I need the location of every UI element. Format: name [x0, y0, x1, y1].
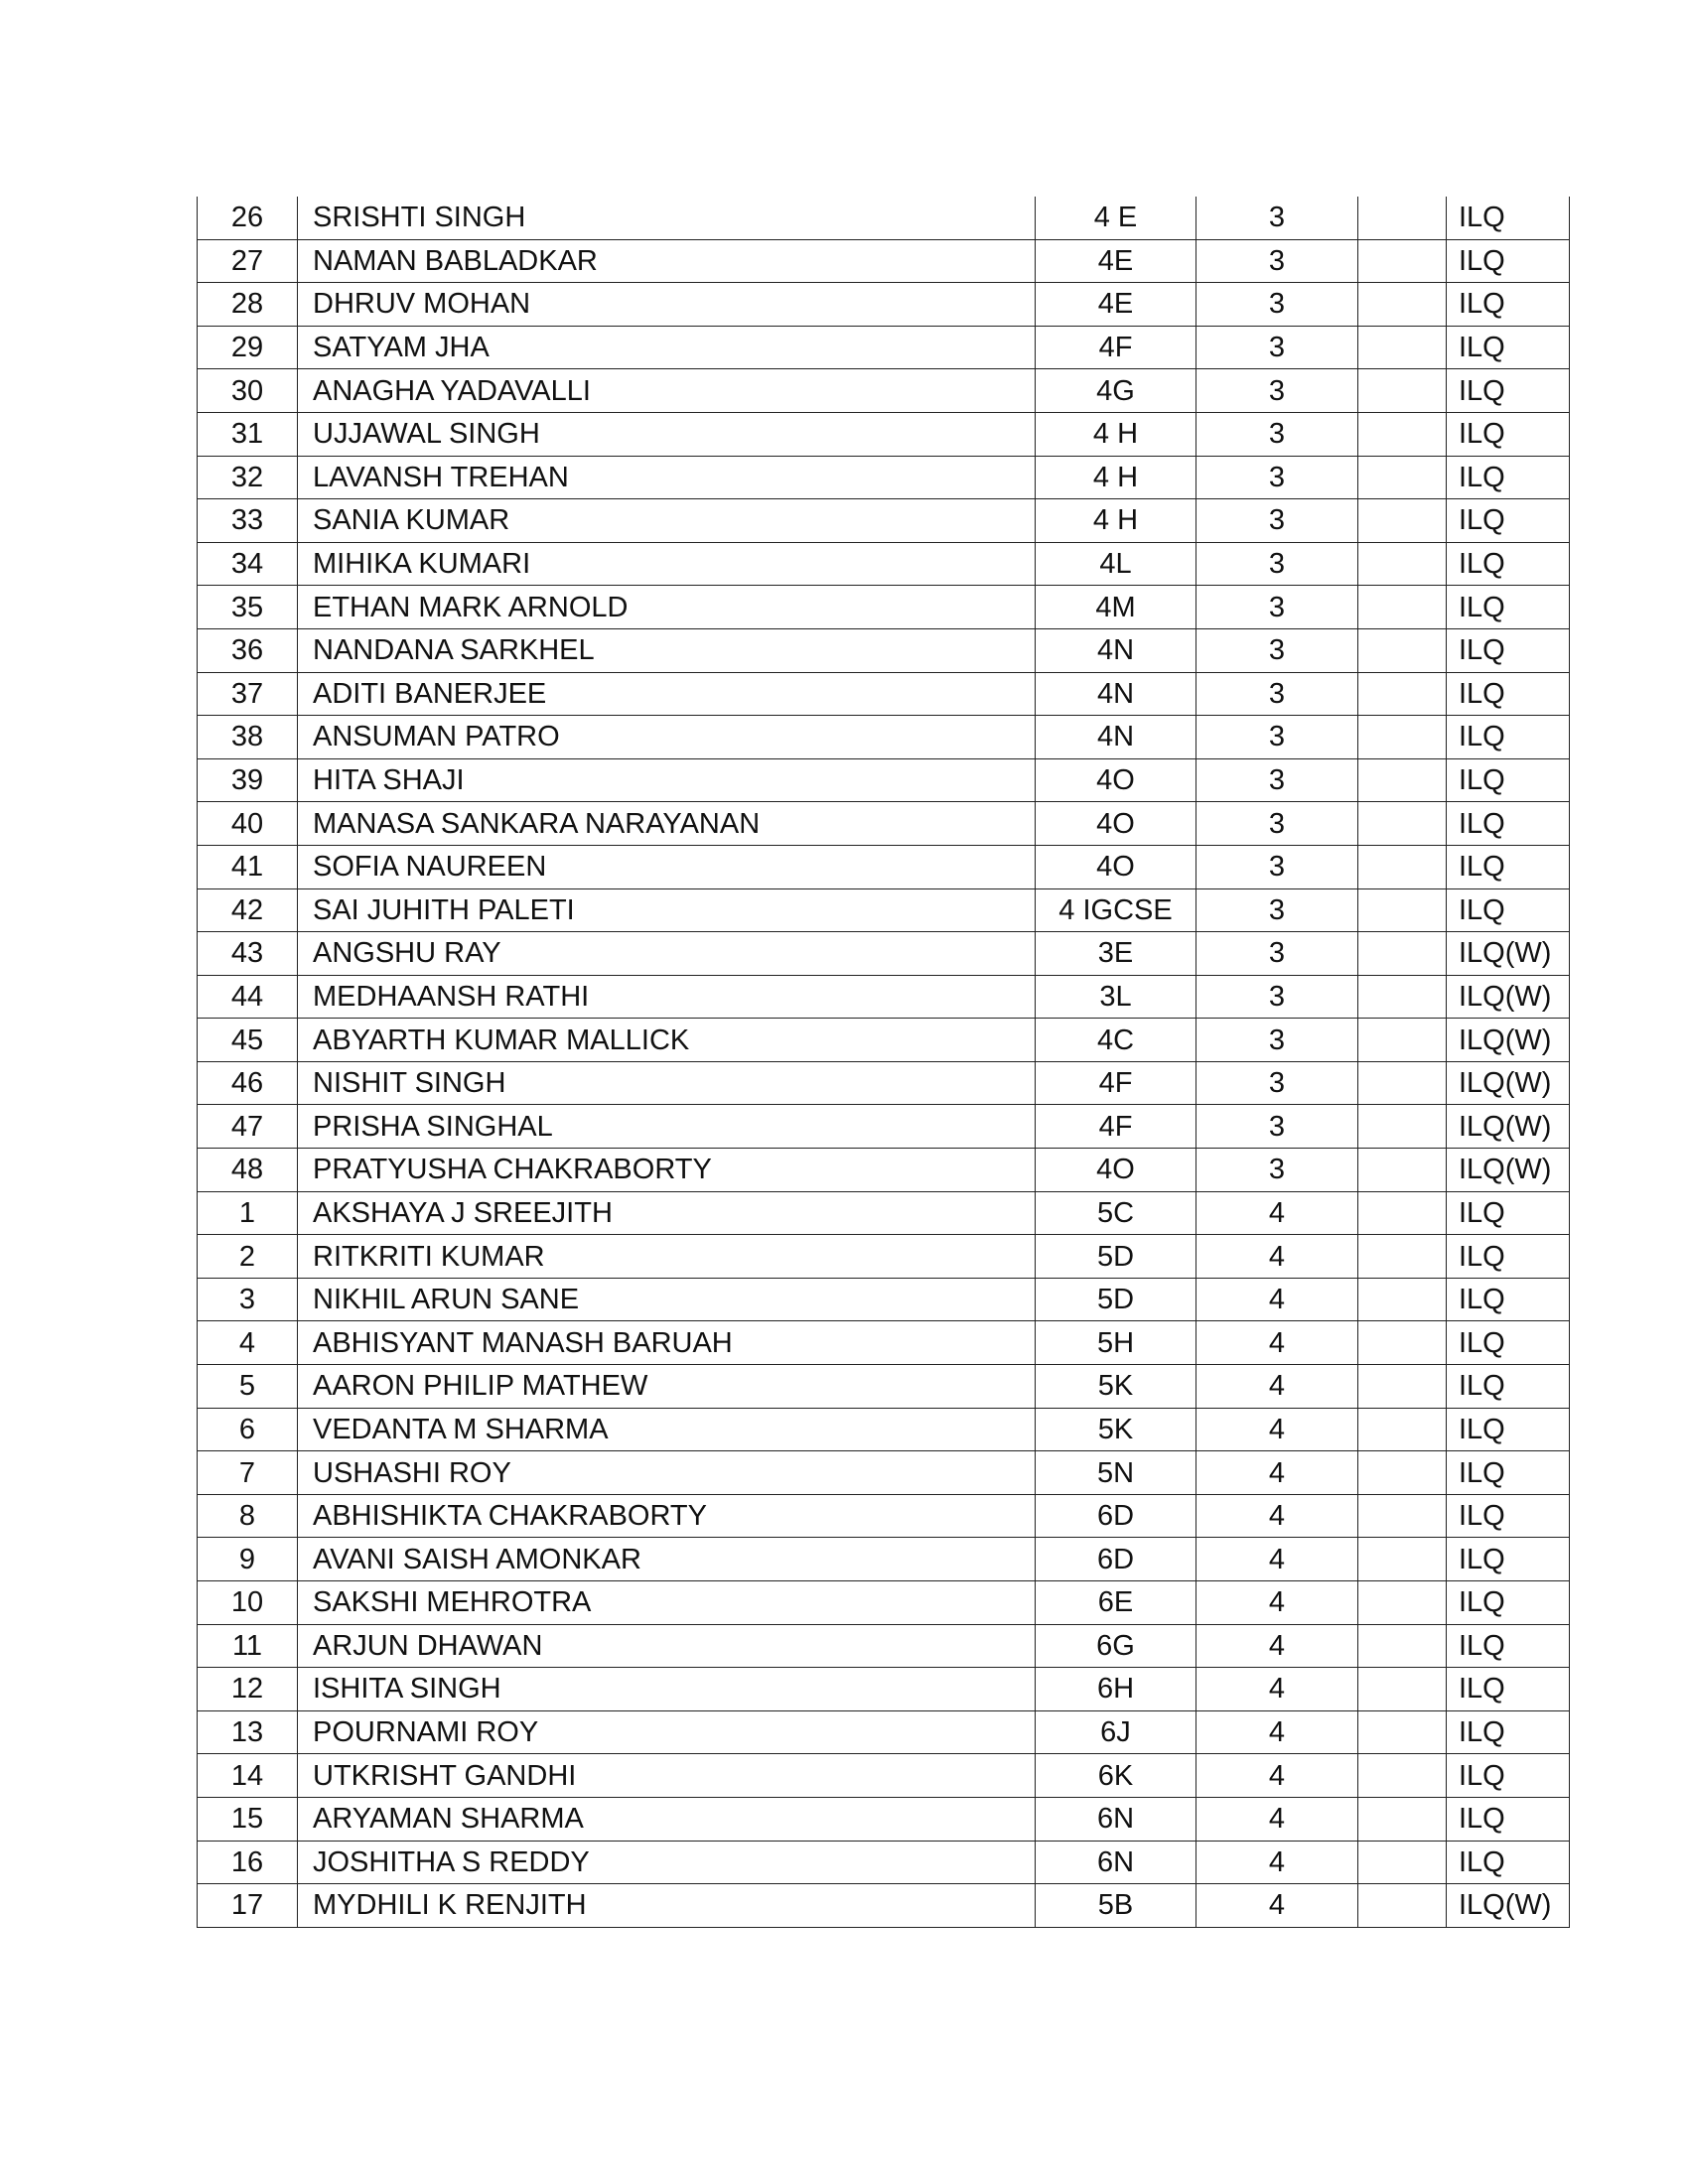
level-cell: 4: [1196, 1365, 1358, 1409]
level-cell: 4: [1196, 1408, 1358, 1451]
level-cell: 4: [1196, 1191, 1358, 1235]
level-cell: 4: [1196, 1841, 1358, 1884]
qualification-status-cell: ILQ: [1447, 1538, 1570, 1581]
class-section-cell: 4M: [1036, 586, 1196, 629]
student-name-cell: ETHAN MARK ARNOLD: [298, 586, 1036, 629]
level-cell: 3: [1196, 456, 1358, 499]
empty-cell: [1358, 283, 1447, 327]
table-row: [198, 1105, 1570, 1149]
serial-number-cell: 5: [198, 1365, 298, 1409]
student-name-cell: ARJUN DHAWAN: [298, 1624, 1036, 1668]
class-section-cell: 6E: [1036, 1581, 1196, 1625]
level-cell: 3: [1196, 326, 1358, 369]
qualification-status-cell: ILQ: [1447, 758, 1570, 802]
qualification-status-cell: ILQ(W): [1447, 932, 1570, 976]
table-row: [198, 1538, 1570, 1581]
document-page: [197, 197, 1552, 1928]
empty-cell: [1358, 932, 1447, 976]
level-cell: 4: [1196, 1797, 1358, 1841]
student-name-cell: NIKHIL ARUN SANE: [298, 1278, 1036, 1321]
serial-number-cell: 10: [198, 1581, 298, 1625]
class-section-cell: 5D: [1036, 1235, 1196, 1279]
empty-cell: [1358, 1710, 1447, 1754]
table-row: [198, 239, 1570, 283]
class-section-cell: 6K: [1036, 1754, 1196, 1798]
empty-cell: [1358, 1191, 1447, 1235]
empty-cell: [1358, 802, 1447, 846]
student-name-cell: MYDHILI K RENJITH: [298, 1884, 1036, 1928]
serial-number-cell: 27: [198, 239, 298, 283]
table-row: [198, 628, 1570, 672]
student-name-cell: UJJAWAL SINGH: [298, 412, 1036, 456]
qualification-status-cell: ILQ: [1447, 1668, 1570, 1711]
student-name-cell: ABYARTH KUMAR MALLICK: [298, 1019, 1036, 1062]
table-row: [198, 1191, 1570, 1235]
serial-number-cell: 41: [198, 845, 298, 888]
class-section-cell: 4 E: [1036, 197, 1196, 239]
student-name-cell: RITKRITI KUMAR: [298, 1235, 1036, 1279]
student-roster-table: [197, 197, 1570, 1928]
class-section-cell: 4O: [1036, 1149, 1196, 1192]
table-row: [198, 499, 1570, 543]
qualification-status-cell: ILQ: [1447, 1191, 1570, 1235]
student-name-cell: SAI JUHITH PALETI: [298, 888, 1036, 932]
qualification-status-cell: ILQ: [1447, 283, 1570, 327]
qualification-status-cell: ILQ(W): [1447, 1061, 1570, 1105]
table-row: [198, 542, 1570, 586]
serial-number-cell: 45: [198, 1019, 298, 1062]
qualification-status-cell: ILQ: [1447, 1494, 1570, 1538]
level-cell: 4: [1196, 1581, 1358, 1625]
class-section-cell: 4F: [1036, 1061, 1196, 1105]
table-row: [198, 197, 1570, 239]
table-row: [198, 1451, 1570, 1495]
class-section-cell: 5C: [1036, 1191, 1196, 1235]
level-cell: 3: [1196, 369, 1358, 413]
empty-cell: [1358, 975, 1447, 1019]
level-cell: 3: [1196, 1019, 1358, 1062]
serial-number-cell: 17: [198, 1884, 298, 1928]
serial-number-cell: 12: [198, 1668, 298, 1711]
class-section-cell: 4 H: [1036, 412, 1196, 456]
empty-cell: [1358, 586, 1447, 629]
level-cell: 4: [1196, 1754, 1358, 1798]
level-cell: 4: [1196, 1884, 1358, 1928]
serial-number-cell: 39: [198, 758, 298, 802]
student-name-cell: MIHIKA KUMARI: [298, 542, 1036, 586]
level-cell: 3: [1196, 845, 1358, 888]
student-name-cell: ISHITA SINGH: [298, 1668, 1036, 1711]
student-name-cell: PRATYUSHA CHAKRABORTY: [298, 1149, 1036, 1192]
class-section-cell: 4F: [1036, 326, 1196, 369]
qualification-status-cell: ILQ: [1447, 628, 1570, 672]
level-cell: 4: [1196, 1235, 1358, 1279]
serial-number-cell: 47: [198, 1105, 298, 1149]
student-name-cell: SAKSHI MEHROTRA: [298, 1581, 1036, 1625]
student-name-cell: VEDANTA M SHARMA: [298, 1408, 1036, 1451]
level-cell: 3: [1196, 283, 1358, 327]
student-name-cell: UTKRISHT GANDHI: [298, 1754, 1036, 1798]
level-cell: 3: [1196, 672, 1358, 716]
level-cell: 3: [1196, 758, 1358, 802]
qualification-status-cell: ILQ: [1447, 1581, 1570, 1625]
empty-cell: [1358, 1019, 1447, 1062]
class-section-cell: 4F: [1036, 1105, 1196, 1149]
serial-number-cell: 40: [198, 802, 298, 846]
class-section-cell: 4L: [1036, 542, 1196, 586]
empty-cell: [1358, 499, 1447, 543]
student-name-cell: SANIA KUMAR: [298, 499, 1036, 543]
empty-cell: [1358, 672, 1447, 716]
empty-cell: [1358, 456, 1447, 499]
serial-number-cell: 1: [198, 1191, 298, 1235]
student-name-cell: ANSUMAN PATRO: [298, 716, 1036, 759]
empty-cell: [1358, 1408, 1447, 1451]
table-row: [198, 1797, 1570, 1841]
student-name-cell: NISHIT SINGH: [298, 1061, 1036, 1105]
qualification-status-cell: ILQ: [1447, 1841, 1570, 1884]
class-section-cell: 4 H: [1036, 499, 1196, 543]
table-row: [198, 1235, 1570, 1279]
level-cell: 4: [1196, 1624, 1358, 1668]
table-row: [198, 456, 1570, 499]
level-cell: 4: [1196, 1278, 1358, 1321]
table-row: [198, 1841, 1570, 1884]
student-name-cell: ANGSHU RAY: [298, 932, 1036, 976]
serial-number-cell: 8: [198, 1494, 298, 1538]
table-row: [198, 1581, 1570, 1625]
class-section-cell: 3E: [1036, 932, 1196, 976]
empty-cell: [1358, 1061, 1447, 1105]
table-row: [198, 1061, 1570, 1105]
level-cell: 3: [1196, 716, 1358, 759]
class-section-cell: 4E: [1036, 239, 1196, 283]
qualification-status-cell: ILQ: [1447, 1754, 1570, 1798]
table-row: [198, 1624, 1570, 1668]
class-section-cell: 6D: [1036, 1538, 1196, 1581]
qualification-status-cell: ILQ: [1447, 1235, 1570, 1279]
level-cell: 4: [1196, 1321, 1358, 1365]
level-cell: 4: [1196, 1668, 1358, 1711]
student-name-cell: AKSHAYA J SREEJITH: [298, 1191, 1036, 1235]
qualification-status-cell: ILQ(W): [1447, 1149, 1570, 1192]
student-name-cell: ARYAMAN SHARMA: [298, 1797, 1036, 1841]
qualification-status-cell: ILQ: [1447, 412, 1570, 456]
empty-cell: [1358, 1884, 1447, 1928]
empty-cell: [1358, 1235, 1447, 1279]
serial-number-cell: 7: [198, 1451, 298, 1495]
qualification-status-cell: ILQ: [1447, 802, 1570, 846]
table-row: [198, 1668, 1570, 1711]
level-cell: 4: [1196, 1538, 1358, 1581]
serial-number-cell: 3: [198, 1278, 298, 1321]
class-section-cell: 5H: [1036, 1321, 1196, 1365]
empty-cell: [1358, 716, 1447, 759]
serial-number-cell: 35: [198, 586, 298, 629]
serial-number-cell: 44: [198, 975, 298, 1019]
serial-number-cell: 4: [198, 1321, 298, 1365]
serial-number-cell: 32: [198, 456, 298, 499]
class-section-cell: 4 H: [1036, 456, 1196, 499]
qualification-status-cell: ILQ(W): [1447, 1884, 1570, 1928]
level-cell: 3: [1196, 197, 1358, 239]
empty-cell: [1358, 758, 1447, 802]
qualification-status-cell: ILQ: [1447, 369, 1570, 413]
empty-cell: [1358, 1451, 1447, 1495]
table-row: [198, 1494, 1570, 1538]
level-cell: 4: [1196, 1451, 1358, 1495]
table-row: [198, 369, 1570, 413]
class-section-cell: 4O: [1036, 845, 1196, 888]
table-row: [198, 1019, 1570, 1062]
qualification-status-cell: ILQ: [1447, 716, 1570, 759]
class-section-cell: 6G: [1036, 1624, 1196, 1668]
level-cell: 3: [1196, 412, 1358, 456]
qualification-status-cell: ILQ: [1447, 499, 1570, 543]
empty-cell: [1358, 888, 1447, 932]
student-name-cell: LAVANSH TREHAN: [298, 456, 1036, 499]
class-section-cell: 4O: [1036, 802, 1196, 846]
table-row: [198, 758, 1570, 802]
empty-cell: [1358, 197, 1447, 239]
serial-number-cell: 33: [198, 499, 298, 543]
qualification-status-cell: ILQ(W): [1447, 975, 1570, 1019]
empty-cell: [1358, 845, 1447, 888]
table-row: [198, 1365, 1570, 1409]
class-section-cell: 6N: [1036, 1841, 1196, 1884]
serial-number-cell: 29: [198, 326, 298, 369]
qualification-status-cell: ILQ: [1447, 1408, 1570, 1451]
qualification-status-cell: ILQ: [1447, 586, 1570, 629]
class-section-cell: 4 IGCSE: [1036, 888, 1196, 932]
serial-number-cell: 26: [198, 197, 298, 239]
serial-number-cell: 34: [198, 542, 298, 586]
student-name-cell: SRISHTI SINGH: [298, 197, 1036, 239]
class-section-cell: 5K: [1036, 1365, 1196, 1409]
student-name-cell: MEDHAANSH RATHI: [298, 975, 1036, 1019]
empty-cell: [1358, 1754, 1447, 1798]
qualification-status-cell: ILQ: [1447, 845, 1570, 888]
empty-cell: [1358, 1841, 1447, 1884]
level-cell: 3: [1196, 888, 1358, 932]
class-section-cell: 3L: [1036, 975, 1196, 1019]
table-row: [198, 1754, 1570, 1798]
class-section-cell: 4G: [1036, 369, 1196, 413]
qualification-status-cell: ILQ: [1447, 542, 1570, 586]
class-section-cell: 4N: [1036, 672, 1196, 716]
qualification-status-cell: ILQ: [1447, 197, 1570, 239]
qualification-status-cell: ILQ: [1447, 1365, 1570, 1409]
qualification-status-cell: ILQ: [1447, 1451, 1570, 1495]
serial-number-cell: 38: [198, 716, 298, 759]
serial-number-cell: 30: [198, 369, 298, 413]
student-name-cell: AARON PHILIP MATHEW: [298, 1365, 1036, 1409]
table-row: [198, 1710, 1570, 1754]
empty-cell: [1358, 1797, 1447, 1841]
roster-table-body: [198, 197, 1570, 1927]
table-row: [198, 888, 1570, 932]
level-cell: 3: [1196, 239, 1358, 283]
level-cell: 3: [1196, 586, 1358, 629]
class-section-cell: 4O: [1036, 758, 1196, 802]
serial-number-cell: 15: [198, 1797, 298, 1841]
class-section-cell: 4E: [1036, 283, 1196, 327]
serial-number-cell: 6: [198, 1408, 298, 1451]
qualification-status-cell: ILQ: [1447, 239, 1570, 283]
empty-cell: [1358, 1365, 1447, 1409]
empty-cell: [1358, 1105, 1447, 1149]
empty-cell: [1358, 369, 1447, 413]
table-row: [198, 1884, 1570, 1928]
level-cell: 3: [1196, 1061, 1358, 1105]
level-cell: 3: [1196, 1149, 1358, 1192]
qualification-status-cell: ILQ: [1447, 888, 1570, 932]
serial-number-cell: 28: [198, 283, 298, 327]
class-section-cell: 6H: [1036, 1668, 1196, 1711]
qualification-status-cell: ILQ(W): [1447, 1105, 1570, 1149]
class-section-cell: 5D: [1036, 1278, 1196, 1321]
student-name-cell: MANASA SANKARA NARAYANAN: [298, 802, 1036, 846]
class-section-cell: 5N: [1036, 1451, 1196, 1495]
serial-number-cell: 46: [198, 1061, 298, 1105]
student-name-cell: DHRUV MOHAN: [298, 283, 1036, 327]
level-cell: 3: [1196, 499, 1358, 543]
class-section-cell: 6N: [1036, 1797, 1196, 1841]
student-name-cell: NAMAN BABLADKAR: [298, 239, 1036, 283]
serial-number-cell: 11: [198, 1624, 298, 1668]
serial-number-cell: 37: [198, 672, 298, 716]
student-name-cell: NANDANA SARKHEL: [298, 628, 1036, 672]
student-name-cell: ABHISYANT MANASH BARUAH: [298, 1321, 1036, 1365]
class-section-cell: 6D: [1036, 1494, 1196, 1538]
qualification-status-cell: ILQ: [1447, 1321, 1570, 1365]
level-cell: 4: [1196, 1710, 1358, 1754]
table-row: [198, 845, 1570, 888]
empty-cell: [1358, 412, 1447, 456]
serial-number-cell: 36: [198, 628, 298, 672]
qualification-status-cell: ILQ: [1447, 1624, 1570, 1668]
student-name-cell: USHASHI ROY: [298, 1451, 1036, 1495]
class-section-cell: 5K: [1036, 1408, 1196, 1451]
serial-number-cell: 14: [198, 1754, 298, 1798]
student-name-cell: SOFIA NAUREEN: [298, 845, 1036, 888]
empty-cell: [1358, 326, 1447, 369]
table-row: [198, 1278, 1570, 1321]
level-cell: 3: [1196, 932, 1358, 976]
level-cell: 3: [1196, 1105, 1358, 1149]
class-section-cell: 4N: [1036, 628, 1196, 672]
student-name-cell: ADITI BANERJEE: [298, 672, 1036, 716]
student-name-cell: SATYAM JHA: [298, 326, 1036, 369]
serial-number-cell: 13: [198, 1710, 298, 1754]
level-cell: 3: [1196, 802, 1358, 846]
serial-number-cell: 43: [198, 932, 298, 976]
table-row: [198, 932, 1570, 976]
table-row: [198, 412, 1570, 456]
class-section-cell: 6J: [1036, 1710, 1196, 1754]
serial-number-cell: 42: [198, 888, 298, 932]
empty-cell: [1358, 1538, 1447, 1581]
level-cell: 3: [1196, 542, 1358, 586]
empty-cell: [1358, 1581, 1447, 1625]
empty-cell: [1358, 1278, 1447, 1321]
table-row: [198, 1321, 1570, 1365]
table-row: [198, 326, 1570, 369]
table-row: [198, 716, 1570, 759]
serial-number-cell: 16: [198, 1841, 298, 1884]
qualification-status-cell: ILQ: [1447, 1278, 1570, 1321]
level-cell: 4: [1196, 1494, 1358, 1538]
table-row: [198, 975, 1570, 1019]
table-row: [198, 672, 1570, 716]
student-name-cell: POURNAMI ROY: [298, 1710, 1036, 1754]
table-row: [198, 283, 1570, 327]
student-name-cell: AVANI SAISH AMONKAR: [298, 1538, 1036, 1581]
student-name-cell: ABHISHIKTA CHAKRABORTY: [298, 1494, 1036, 1538]
class-section-cell: 5B: [1036, 1884, 1196, 1928]
student-name-cell: HITA SHAJI: [298, 758, 1036, 802]
empty-cell: [1358, 1149, 1447, 1192]
empty-cell: [1358, 1624, 1447, 1668]
serial-number-cell: 2: [198, 1235, 298, 1279]
serial-number-cell: 48: [198, 1149, 298, 1192]
empty-cell: [1358, 542, 1447, 586]
table-row: [198, 1408, 1570, 1451]
empty-cell: [1358, 239, 1447, 283]
level-cell: 3: [1196, 628, 1358, 672]
student-name-cell: JOSHITHA S REDDY: [298, 1841, 1036, 1884]
class-section-cell: 4N: [1036, 716, 1196, 759]
empty-cell: [1358, 1494, 1447, 1538]
table-row: [198, 1149, 1570, 1192]
empty-cell: [1358, 1321, 1447, 1365]
table-row: [198, 586, 1570, 629]
empty-cell: [1358, 628, 1447, 672]
empty-cell: [1358, 1668, 1447, 1711]
qualification-status-cell: ILQ: [1447, 1797, 1570, 1841]
student-name-cell: ANAGHA YADAVALLI: [298, 369, 1036, 413]
qualification-status-cell: ILQ: [1447, 1710, 1570, 1754]
table-row: [198, 802, 1570, 846]
qualification-status-cell: ILQ: [1447, 326, 1570, 369]
level-cell: 3: [1196, 975, 1358, 1019]
class-section-cell: 4C: [1036, 1019, 1196, 1062]
qualification-status-cell: ILQ: [1447, 672, 1570, 716]
student-name-cell: PRISHA SINGHAL: [298, 1105, 1036, 1149]
serial-number-cell: 31: [198, 412, 298, 456]
qualification-status-cell: ILQ(W): [1447, 1019, 1570, 1062]
serial-number-cell: 9: [198, 1538, 298, 1581]
qualification-status-cell: ILQ: [1447, 456, 1570, 499]
